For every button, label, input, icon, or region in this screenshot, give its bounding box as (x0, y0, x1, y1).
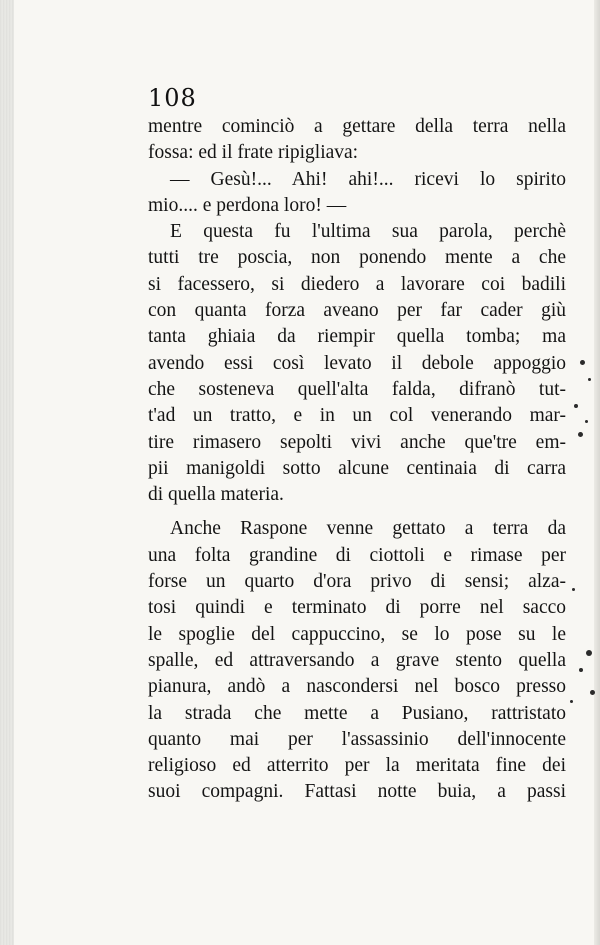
text-line: che sosteneva quell'alta falda, difranò tut- (148, 378, 566, 400)
text-line: Anche Raspone venne gettato a terra da (170, 518, 566, 540)
text-line: con quanta forza aveano per far cader giù (148, 300, 566, 322)
text-line: quanto mai per l'assassinio dell'innocente (148, 728, 566, 750)
text-line: tire rimasero sepolti vivi anche que'tre em- (148, 431, 566, 453)
text-line: mio.... e perdona loro! — (148, 194, 347, 216)
ink-speck (586, 650, 592, 656)
ink-speck (578, 432, 583, 437)
text-line: si facessero, si diedero a lavorare coi badili (148, 273, 566, 295)
text-line: tosi quindi e terminato di porre nel sacco (148, 597, 566, 619)
text-line: tanta ghiaia da riempir quella tomba; ma (148, 326, 566, 348)
text-line: di quella materia. (148, 484, 284, 506)
ink-speck (590, 690, 595, 695)
ink-speck (588, 378, 591, 381)
page-edge (594, 0, 600, 945)
text-line: — Gesù!... Ahi! ahi!... ricevi lo spirito (170, 168, 566, 190)
text-line: suoi compagni. Fattasi notte buia, a passi (148, 781, 566, 803)
text-line: tutti tre poscia, non ponendo mente a che (148, 247, 566, 269)
binding-gutter (0, 0, 14, 945)
ink-speck (585, 420, 588, 423)
text-line: forse un quarto d'ora privo di sensi; alza- (148, 571, 566, 593)
text-line: le spoglie del cappuccino, se lo pose su le (148, 623, 566, 645)
ink-speck (570, 700, 573, 703)
text-line: pianura, andò a nascondersi nel bosco presso (148, 676, 566, 698)
text-line: fossa: ed il frate ripigliava: (148, 142, 359, 164)
ink-speck (572, 588, 575, 591)
ink-speck (580, 360, 585, 365)
ink-speck (574, 404, 578, 408)
text-line: pii manigoldi sotto alcune centinaia di carra (148, 457, 566, 479)
text-line: spalle, ed attraversando a grave stento quella (148, 649, 566, 671)
text-line: una folta grandine di ciottoli e rimase per (148, 544, 566, 566)
text-line: E questa fu l'ultima sua parola, perchè (170, 221, 566, 243)
text-line: mentre cominciò a gettare della terra nella (148, 116, 566, 137)
text-line: t'ad un tratto, e in un col venerando mar- (148, 405, 566, 427)
ink-speck (579, 668, 583, 672)
text-line: la strada che mette a Pusiano, rattristato (148, 702, 566, 724)
body-text (148, 114, 566, 806)
text-line: religioso ed atterrito per la meritata fine dei (148, 755, 566, 777)
text-line: avendo essi così levato il debole appoggio (148, 352, 566, 374)
page-number: 108 (148, 84, 197, 112)
